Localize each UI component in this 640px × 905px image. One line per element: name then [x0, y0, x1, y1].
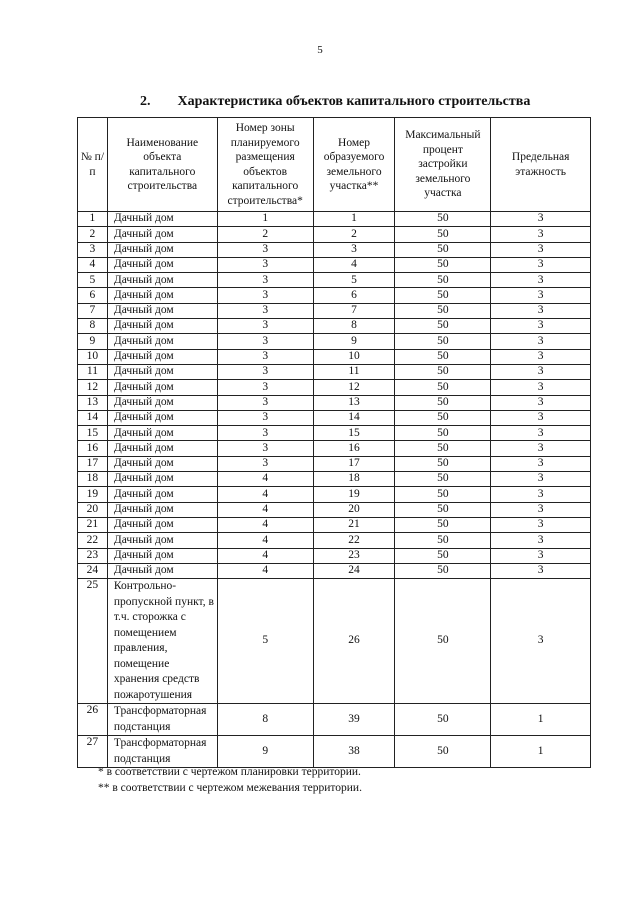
- cell-zone: 8: [217, 704, 313, 736]
- cell-max-percent: 50: [395, 410, 491, 425]
- cell-floors: 3: [491, 212, 591, 227]
- section-title-text: Характеристика объектов капитального строительства: [177, 94, 531, 109]
- cell-num: 12: [78, 380, 108, 395]
- cell-max-percent: 50: [395, 456, 491, 471]
- cell-zone: 4: [217, 487, 313, 502]
- header-zone: Номер зоны планируемого размещения объектов капитального строительства*: [217, 118, 313, 212]
- cell-num: 22: [78, 533, 108, 548]
- cell-plot: 26: [313, 579, 395, 704]
- cell-plot: 4: [313, 257, 395, 272]
- cell-max-percent: 50: [395, 472, 491, 487]
- page-number: 5: [317, 44, 323, 56]
- cell-name: Дачный дом: [107, 533, 217, 548]
- cell-name: Дачный дом: [107, 227, 217, 242]
- header-num: № п/п: [78, 118, 108, 212]
- cell-floors: 3: [491, 288, 591, 303]
- header-name: Наименование объекта капитального строительства: [107, 118, 217, 212]
- table-row: [78, 533, 591, 548]
- cell-floors: 3: [491, 472, 591, 487]
- cell-zone: 3: [217, 380, 313, 395]
- cell-plot: 8: [313, 319, 395, 334]
- table-row: [78, 502, 591, 517]
- cell-floors: 1: [491, 704, 591, 736]
- cell-floors: 3: [491, 303, 591, 318]
- cell-name: Дачный дом: [107, 288, 217, 303]
- table-row: [78, 426, 591, 441]
- table-row: [78, 517, 591, 532]
- cell-plot: 1: [313, 212, 395, 227]
- table-row: [78, 456, 591, 471]
- table-body: [78, 212, 591, 768]
- cell-num: 21: [78, 517, 108, 532]
- cell-plot: 2: [313, 227, 395, 242]
- cell-floors: 1: [491, 736, 591, 768]
- header-floors: Предельная этажность: [491, 118, 591, 212]
- cell-max-percent: 50: [395, 364, 491, 379]
- cell-zone: 3: [217, 441, 313, 456]
- cell-zone: 3: [217, 426, 313, 441]
- cell-max-percent: 50: [395, 563, 491, 578]
- cell-floors: 3: [491, 579, 591, 704]
- cell-num: 24: [78, 563, 108, 578]
- table-row: [78, 349, 591, 364]
- cell-floors: 3: [491, 319, 591, 334]
- table-row: [78, 704, 591, 736]
- cell-max-percent: 50: [395, 212, 491, 227]
- section-number: 2.: [140, 94, 151, 109]
- cell-zone: 3: [217, 273, 313, 288]
- cell-num: 26: [78, 704, 108, 736]
- table-row: [78, 257, 591, 272]
- cell-plot: 16: [313, 441, 395, 456]
- footnotes: [98, 764, 362, 796]
- cell-num: 3: [78, 242, 108, 257]
- cell-num: 4: [78, 257, 108, 272]
- cell-floors: 3: [491, 364, 591, 379]
- cell-max-percent: 50: [395, 242, 491, 257]
- cell-name: Дачный дом: [107, 472, 217, 487]
- cell-name: Дачный дом: [107, 242, 217, 257]
- cell-name: Контрольно-пропускной пункт, в т.ч. сторожка с помещением правления, помещение хранения средств пожаротушения: [107, 579, 217, 704]
- cell-num: 8: [78, 319, 108, 334]
- table-row: [78, 303, 591, 318]
- cell-floors: 3: [491, 380, 591, 395]
- table-row: [78, 548, 591, 563]
- cell-name: Дачный дом: [107, 441, 217, 456]
- cell-zone: 4: [217, 533, 313, 548]
- cell-num: 14: [78, 410, 108, 425]
- cell-name: Дачный дом: [107, 395, 217, 410]
- cell-zone: 3: [217, 410, 313, 425]
- cell-plot: 19: [313, 487, 395, 502]
- cell-floors: 3: [491, 349, 591, 364]
- cell-name: Дачный дом: [107, 548, 217, 563]
- cell-floors: 3: [491, 242, 591, 257]
- table-row: [78, 395, 591, 410]
- cell-name: Трансформаторная подстанция: [107, 704, 217, 736]
- cell-plot: 24: [313, 563, 395, 578]
- cell-max-percent: 50: [395, 579, 491, 704]
- table-row: [78, 242, 591, 257]
- cell-floors: 3: [491, 502, 591, 517]
- cell-max-percent: 50: [395, 257, 491, 272]
- cell-num: 16: [78, 441, 108, 456]
- table-row: [78, 227, 591, 242]
- cell-num: 17: [78, 456, 108, 471]
- table-row: [78, 563, 591, 578]
- table-row: [78, 487, 591, 502]
- cell-floors: 3: [491, 456, 591, 471]
- cell-name: Дачный дом: [107, 563, 217, 578]
- cell-name: Дачный дом: [107, 319, 217, 334]
- cell-zone: 3: [217, 456, 313, 471]
- cell-zone: 3: [217, 364, 313, 379]
- cell-max-percent: 50: [395, 395, 491, 410]
- cell-plot: 6: [313, 288, 395, 303]
- cell-name: Дачный дом: [107, 502, 217, 517]
- cell-zone: 3: [217, 334, 313, 349]
- cell-num: 7: [78, 303, 108, 318]
- cell-num: 23: [78, 548, 108, 563]
- objects-table: [77, 117, 591, 768]
- cell-num: 19: [78, 487, 108, 502]
- cell-floors: 3: [491, 441, 591, 456]
- cell-num: 1: [78, 212, 108, 227]
- cell-num: 13: [78, 395, 108, 410]
- table-row: [78, 212, 591, 227]
- cell-zone: 3: [217, 319, 313, 334]
- cell-zone: 4: [217, 548, 313, 563]
- cell-plot: 5: [313, 273, 395, 288]
- cell-plot: 21: [313, 517, 395, 532]
- cell-zone: 3: [217, 395, 313, 410]
- table-row: [78, 441, 591, 456]
- cell-max-percent: 50: [395, 426, 491, 441]
- table-row: [78, 380, 591, 395]
- cell-plot: 11: [313, 364, 395, 379]
- cell-plot: 18: [313, 472, 395, 487]
- cell-num: 2: [78, 227, 108, 242]
- cell-max-percent: 50: [395, 288, 491, 303]
- cell-plot: 38: [313, 736, 395, 768]
- cell-floors: 3: [491, 563, 591, 578]
- cell-zone: 3: [217, 257, 313, 272]
- cell-plot: 23: [313, 548, 395, 563]
- cell-zone: 3: [217, 303, 313, 318]
- cell-name: Дачный дом: [107, 334, 217, 349]
- table-row: [78, 319, 591, 334]
- cell-plot: 7: [313, 303, 395, 318]
- header-max-percent: Максимальный процент застройки земельного участка: [395, 118, 491, 212]
- cell-max-percent: 50: [395, 441, 491, 456]
- cell-name: Дачный дом: [107, 456, 217, 471]
- cell-name: Дачный дом: [107, 517, 217, 532]
- cell-max-percent: 50: [395, 517, 491, 532]
- cell-floors: 3: [491, 257, 591, 272]
- cell-max-percent: 50: [395, 319, 491, 334]
- cell-name: Дачный дом: [107, 380, 217, 395]
- cell-max-percent: 50: [395, 349, 491, 364]
- cell-plot: 22: [313, 533, 395, 548]
- cell-num: 10: [78, 349, 108, 364]
- cell-floors: 3: [491, 395, 591, 410]
- cell-zone: 3: [217, 288, 313, 303]
- cell-name: Дачный дом: [107, 364, 217, 379]
- table-row: [78, 288, 591, 303]
- cell-max-percent: 50: [395, 533, 491, 548]
- cell-num: 20: [78, 502, 108, 517]
- cell-max-percent: 50: [395, 334, 491, 349]
- cell-plot: 39: [313, 704, 395, 736]
- cell-num: 5: [78, 273, 108, 288]
- cell-name: Дачный дом: [107, 410, 217, 425]
- cell-floors: 3: [491, 273, 591, 288]
- footnote: * в соответствии с чертежом планировки территории.: [98, 766, 361, 778]
- cell-floors: 3: [491, 426, 591, 441]
- cell-zone: 4: [217, 472, 313, 487]
- cell-floors: 3: [491, 548, 591, 563]
- cell-max-percent: 50: [395, 736, 491, 768]
- cell-max-percent: 50: [395, 303, 491, 318]
- cell-name: Дачный дом: [107, 487, 217, 502]
- cell-max-percent: 50: [395, 704, 491, 736]
- cell-plot: 15: [313, 426, 395, 441]
- table-row: [78, 472, 591, 487]
- cell-name: Дачный дом: [107, 273, 217, 288]
- section-title: [140, 94, 530, 110]
- cell-zone: 9: [217, 736, 313, 768]
- table-row: [78, 364, 591, 379]
- table-row: [78, 579, 591, 704]
- cell-plot: 14: [313, 410, 395, 425]
- cell-num: 25: [78, 579, 108, 704]
- cell-plot: 20: [313, 502, 395, 517]
- cell-max-percent: 50: [395, 502, 491, 517]
- table-row: [78, 736, 591, 768]
- table-row: [78, 410, 591, 425]
- cell-name: Дачный дом: [107, 349, 217, 364]
- cell-floors: 3: [491, 410, 591, 425]
- cell-zone: 5: [217, 579, 313, 704]
- cell-floors: 3: [491, 517, 591, 532]
- cell-floors: 3: [491, 533, 591, 548]
- cell-max-percent: 50: [395, 487, 491, 502]
- cell-name: Дачный дом: [107, 303, 217, 318]
- cell-num: 18: [78, 472, 108, 487]
- cell-max-percent: 50: [395, 548, 491, 563]
- table-row: [78, 334, 591, 349]
- cell-zone: 4: [217, 563, 313, 578]
- cell-floors: 3: [491, 334, 591, 349]
- header-plot: Номер образуемого земельного участка**: [313, 118, 395, 212]
- cell-name: Дачный дом: [107, 212, 217, 227]
- footnote: ** в соответствии с чертежом межевания территории.: [98, 782, 362, 794]
- table-row: [78, 273, 591, 288]
- cell-num: 6: [78, 288, 108, 303]
- cell-zone: 3: [217, 242, 313, 257]
- cell-name: Трансформаторная подстанция: [107, 736, 217, 768]
- cell-floors: 3: [491, 227, 591, 242]
- cell-max-percent: 50: [395, 380, 491, 395]
- cell-plot: 13: [313, 395, 395, 410]
- cell-num: 27: [78, 736, 108, 768]
- cell-max-percent: 50: [395, 273, 491, 288]
- cell-plot: 12: [313, 380, 395, 395]
- cell-plot: 3: [313, 242, 395, 257]
- cell-plot: 10: [313, 349, 395, 364]
- cell-max-percent: 50: [395, 227, 491, 242]
- cell-zone: 1: [217, 212, 313, 227]
- cell-zone: 2: [217, 227, 313, 242]
- cell-zone: 3: [217, 349, 313, 364]
- cell-num: 11: [78, 364, 108, 379]
- cell-name: Дачный дом: [107, 426, 217, 441]
- cell-name: Дачный дом: [107, 257, 217, 272]
- cell-plot: 17: [313, 456, 395, 471]
- cell-num: 15: [78, 426, 108, 441]
- cell-plot: 9: [313, 334, 395, 349]
- cell-floors: 3: [491, 487, 591, 502]
- cell-zone: 4: [217, 517, 313, 532]
- table-header-row: [78, 118, 591, 212]
- cell-zone: 4: [217, 502, 313, 517]
- cell-num: 9: [78, 334, 108, 349]
